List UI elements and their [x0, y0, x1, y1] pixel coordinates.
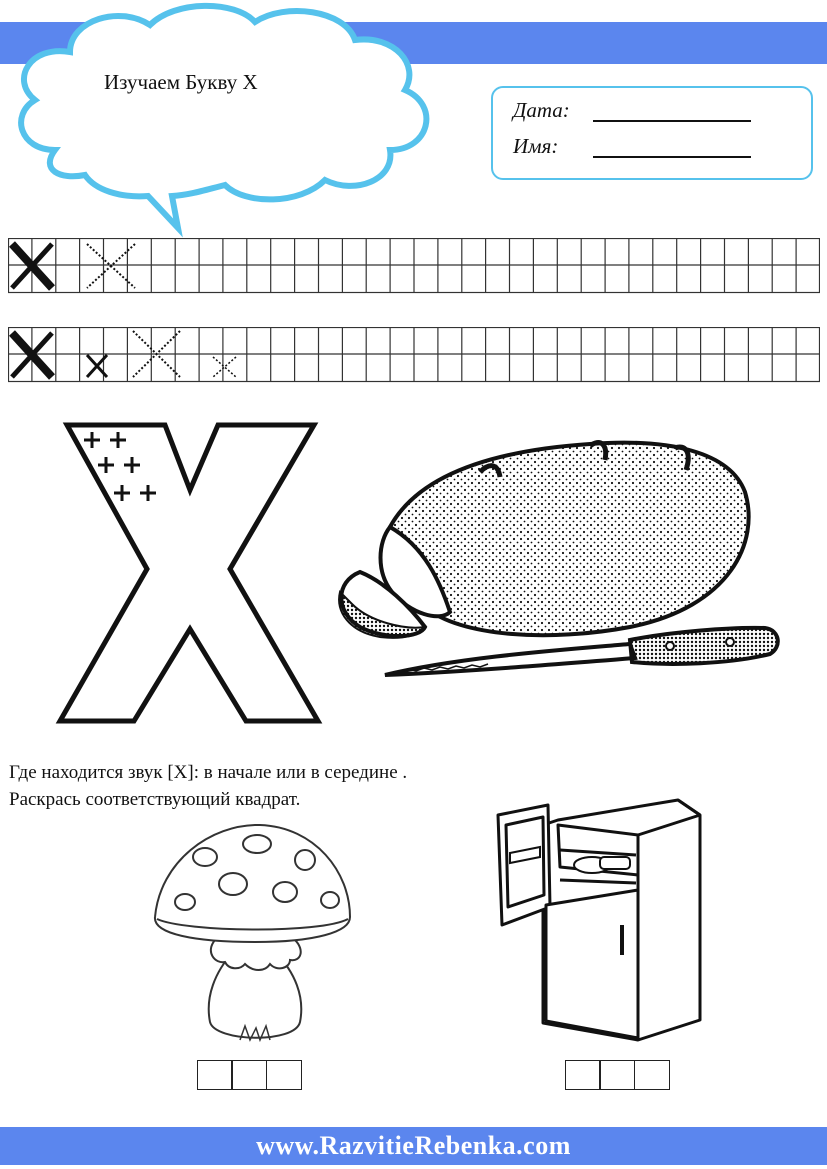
mushroom-picture — [145, 822, 360, 1057]
big-letter-x-outline — [50, 418, 330, 728]
answer-box[interactable] — [565, 1060, 601, 1090]
cloud-bubble — [0, 0, 460, 240]
date-name-form — [491, 86, 813, 180]
answer-box[interactable] — [634, 1060, 670, 1090]
answer-box[interactable] — [599, 1060, 635, 1090]
answer-box[interactable] — [266, 1060, 302, 1090]
refrigerator-picture — [488, 795, 703, 1045]
answer-box[interactable] — [231, 1060, 267, 1090]
grid2-small-dotted-x — [213, 357, 236, 377]
writing-grid-1[interactable] — [8, 238, 820, 294]
worksheet-title: Изучаем Букву Х — [104, 70, 258, 94]
instruction-line-2: Раскрась соответствующий квадрат. — [9, 789, 301, 810]
name-field[interactable] — [593, 156, 751, 158]
date-field[interactable] — [593, 120, 751, 122]
answer-box[interactable] — [197, 1060, 233, 1090]
footer-link[interactable]: www.RazvitieRebenka.com — [256, 1131, 571, 1160]
date-label: Дата: — [513, 98, 570, 122]
mushroom-answer-boxes[interactable] — [198, 1060, 302, 1090]
bread-and-knife-picture — [330, 432, 790, 682]
refrigerator-answer-boxes[interactable] — [566, 1060, 670, 1090]
instruction-line-1: Где находится звук [Х]: в начале или в середине . — [9, 762, 408, 783]
writing-grid-2[interactable] — [8, 327, 820, 383]
name-label: Имя: — [513, 134, 559, 158]
